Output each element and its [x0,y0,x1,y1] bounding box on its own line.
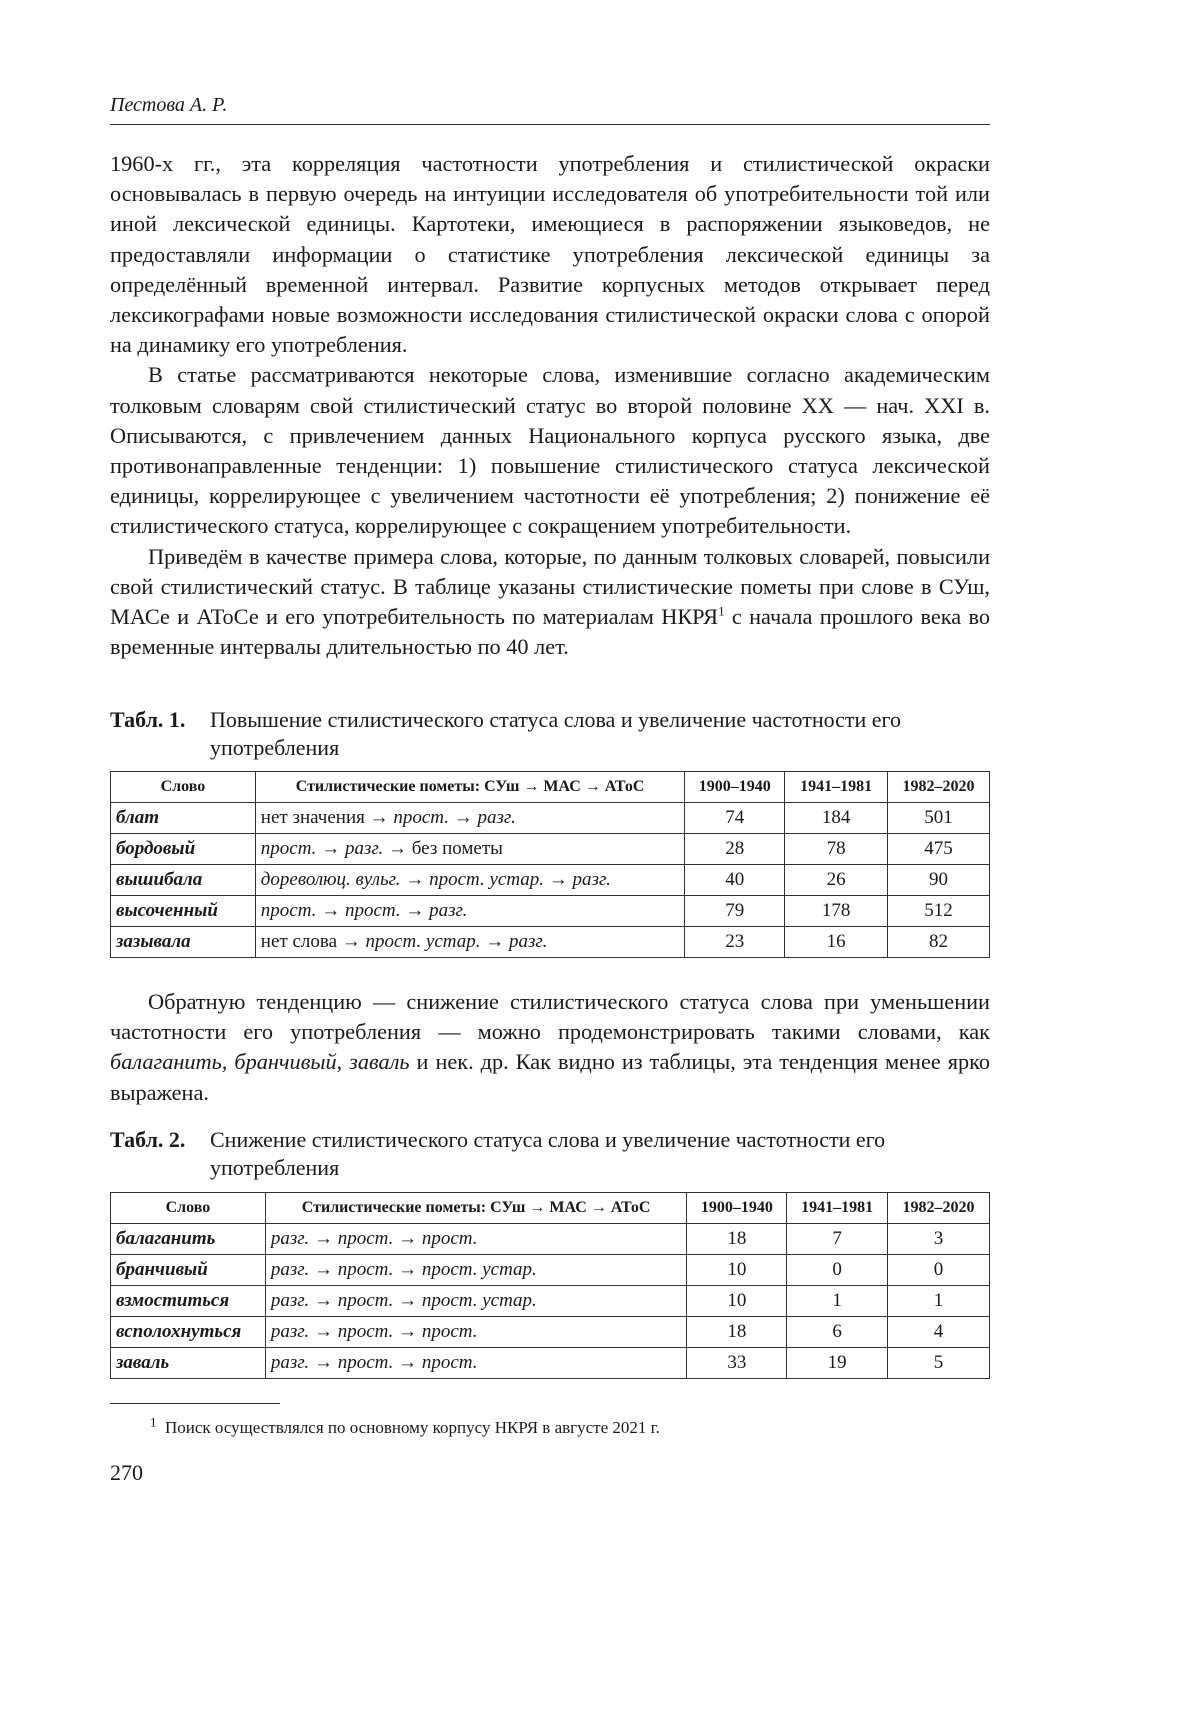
mark-segment: прост. [421,1321,478,1342]
table-1-title: Повышение стилистического статуса слова и увеличение частотности его употребления [210,707,902,760]
table-row [111,1224,990,1255]
running-head: Пестова А. Р. [110,94,228,116]
mark-segment: дореволюц. вульг. [260,869,401,890]
paragraph-4-a: Обратную тенденцию — снижение стилистического статуса слова при уменьшении частотности его употребления — можно продемонстрировать такими словами, как [110,989,990,1045]
mark-segment: прост. [337,1259,394,1280]
frequency-cell: 178 [785,896,888,927]
mark-segment: → [393,1228,422,1249]
marks-cell [265,1317,687,1348]
table-row [111,1255,990,1286]
marks-cell [265,1224,687,1255]
frequency-cell: 475 [888,834,990,865]
header-row [111,1193,990,1224]
frequency-cell: 10 [687,1255,787,1286]
mark-segment: → [400,869,430,890]
mark-segment: разг. [270,1321,310,1342]
mark-segment: → [309,1228,338,1249]
table-row [111,865,990,896]
frequency-cell: 74 [685,803,785,834]
footnote-mark: 1 [150,1414,157,1430]
mark-segment: нет слова → [260,931,366,952]
mark-segment: прост. [421,1228,478,1249]
frequency-cell: 18 [687,1224,787,1255]
paragraph-3 [110,542,990,663]
frequency-cell: 0 [787,1255,888,1286]
mark-segment: → [309,1352,338,1373]
frequency-cell: 7 [787,1224,888,1255]
mark-segment: → [309,1290,338,1311]
footnote-rule [110,1403,280,1404]
mark-segment: прост. устар. [365,931,481,952]
body-text-2 [110,987,990,1108]
frequency-cell: 512 [888,896,990,927]
mark-segment: → [309,1321,338,1342]
table-2-title: Снижение стилистического статуса слова и увеличение частотности его употребления [210,1127,886,1180]
table-row [111,896,990,927]
footnote [150,1414,660,1438]
mark-segment: → [544,869,573,890]
word-cell: всполохнуться [111,1317,266,1348]
footnote-text: Поиск осуществлялся по основному корпусу НКРЯ в августе 2021 г. [165,1418,660,1437]
mark-segment: → [393,1259,422,1280]
frequency-cell: 16 [785,927,888,958]
column-header: 1900–1940 [687,1193,787,1224]
frequency-cell: 19 [787,1348,888,1379]
column-header: Стилистические пометы: СУш → МАС → АТоС [265,1193,687,1224]
mark-segment: → [400,900,430,921]
frequency-cell: 90 [888,865,990,896]
page-number: 270 [110,1460,143,1485]
mark-segment: нет значения → [260,807,394,828]
mark-segment: прост. устар. [421,1259,537,1280]
frequency-cell: 10 [687,1286,787,1317]
mark-segment: разг. [477,807,516,828]
mark-segment: прост. [260,900,317,921]
frequency-cell: 1 [888,1286,990,1317]
mark-segment: прост. [344,900,401,921]
table-row [111,803,990,834]
frequency-cell: 82 [888,927,990,958]
mark-segment: прост. [421,1352,478,1373]
paragraph-2: В статье рассматриваются некоторые слова, изменившие согласно академическим толковым словарям свой стилистический статус во второй половине XX — нач. XXI в. Описываются, с привлечением данных Национального корпуса русского языка, две противонаправленные тенденции: 1) повышение стилистического статуса лексической единицы, коррелирующее с увеличением частотности её употребления; 2) понижение её стилистического статуса, коррелирующее с сокращением употребительности. [110,362,990,539]
marks-cell [265,1348,687,1379]
table-1-caption [110,706,990,762]
mark-segment: разг. [572,869,611,890]
word-cell: вышибала [111,865,256,896]
frequency-cell: 501 [888,803,990,834]
paragraph-1: 1960-х гг., эта корреляция частотности употребления и стилистической окраски основывалась в первую очередь на интуиции исследователя об употребительности той или иной лексической единицы. Картотеки, имеющиеся в распоряжении языковедов, не предоставляли информации о статистике употребления лексической единицы за определённый временной интервал. Развитие корпусных методов открывает перед лексикографами новые возможности исследования стилистической окраски слова с опорой на динамику его употребления. [110,151,990,358]
frequency-cell: 79 [685,896,785,927]
column-header: Стилистические пометы: СУш → МАС → АТоС [255,772,685,803]
mark-segment: разг. [270,1290,310,1311]
table-2-caption [110,1126,990,1182]
frequency-cell: 5 [888,1348,990,1379]
table-row [111,1348,990,1379]
column-header: 1900–1940 [685,772,785,803]
frequency-cell: 40 [685,865,785,896]
frequency-cell: 184 [785,803,888,834]
frequency-cell: 28 [685,834,785,865]
table-row [111,834,990,865]
mark-segment: разг. [270,1228,310,1249]
frequency-cell: 1 [787,1286,888,1317]
table-2-label: Табл. 2. [110,1127,186,1152]
header-rule [110,124,990,125]
marks-cell [265,1286,687,1317]
marks-cell [255,803,685,834]
column-header: 1941–1981 [785,772,888,803]
mark-segment: разг. [344,838,384,859]
word-cell: бордовый [111,834,256,865]
word-cell: высоченный [111,896,256,927]
frequency-cell: 26 [785,865,888,896]
word-cell: заваль [111,1348,266,1379]
mark-segment: прост. [260,838,317,859]
mark-segment: → [393,1321,422,1342]
table-2 [110,1192,990,1379]
column-header: 1982–2020 [888,1193,990,1224]
table-1-label: Табл. 1. [110,707,186,732]
column-header: Слово [111,772,256,803]
mark-segment: → [309,1259,338,1280]
table-1 [110,771,990,958]
frequency-cell: 18 [687,1317,787,1348]
marks-cell [265,1255,687,1286]
word-cell: балаганить [111,1224,266,1255]
footnote-ref[interactable]: 1 [718,603,725,619]
marks-cell [255,834,685,865]
mark-segment: → без пометы [383,838,503,859]
frequency-cell: 78 [785,834,888,865]
frequency-cell: 0 [888,1255,990,1286]
mark-segment: → [393,1352,422,1373]
mark-segment: прост. [337,1290,394,1311]
paragraph-4-c: и нек. др. Как видно из таблицы, эта тенденция менее ярко выражена. [110,1049,990,1105]
mark-segment: разг. [270,1259,310,1280]
mark-segment: прост. [337,1321,394,1342]
mark-segment: → [449,807,478,828]
table-row [111,1286,990,1317]
paragraph-3-end: с начала прошлого века во временные интервалы длительностью по 40 лет. [110,604,990,660]
column-header: Слово [111,1193,266,1224]
paragraph-3-text: Приведём в качестве примера слова, которые, по данным толковых словарей, повысили свой стилистический статус. В таблице указаны стилистические пометы при слове в СУш, МАСе и АТоСе и его употребительность по материалам НКРЯ [110,543,990,630]
frequency-cell: 23 [685,927,785,958]
column-header: 1941–1981 [787,1193,888,1224]
mark-segment: разг. [429,900,468,921]
frequency-cell: 6 [787,1317,888,1348]
frequency-cell: 33 [687,1348,787,1379]
mark-segment: прост. [337,1352,394,1373]
word-cell: бранчивый [111,1255,266,1286]
mark-segment: прост. устар. [429,869,545,890]
word-cell: блат [111,803,256,834]
frequency-cell: 3 [888,1224,990,1255]
mark-segment: разг. [270,1352,310,1373]
marks-cell [255,865,685,896]
paragraph-4 [110,987,990,1108]
header-row [111,772,990,803]
word-cell: зазывала [111,927,256,958]
mark-segment: → [316,900,345,921]
mark-segment: → [393,1290,422,1311]
mark-segment: прост. устар. [421,1290,537,1311]
marks-cell [255,927,685,958]
word-cell: взмоститься [111,1286,266,1317]
table-row [111,1317,990,1348]
column-header: 1982–2020 [888,772,990,803]
mark-segment: → [316,838,345,859]
mark-segment: прост. [337,1228,394,1249]
mark-segment: разг. [509,931,548,952]
table-row [111,927,990,958]
mark-segment: → [480,931,509,952]
body-text [110,149,990,662]
frequency-cell: 4 [888,1317,990,1348]
mark-segment: прост. [393,807,450,828]
marks-cell [255,896,685,927]
paragraph-4-examples: балаганить, бранчивый, заваль [110,1049,410,1075]
